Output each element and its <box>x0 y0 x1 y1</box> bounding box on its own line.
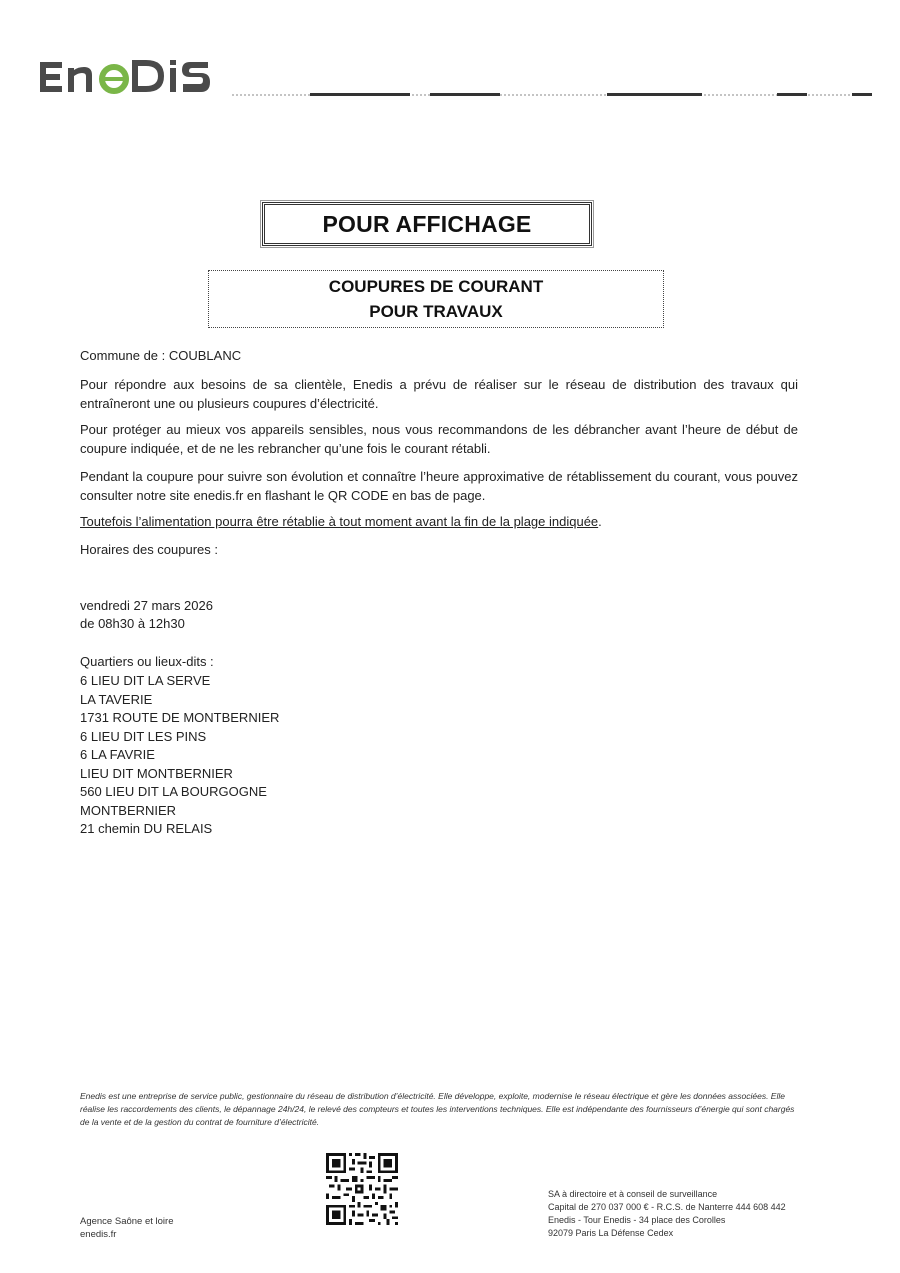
footer-description: Enedis est une entreprise de service public, gestionnaire du réseau de distribution d’électricité. Elle développe, exploite, modernise le réseau électrique et gère les données associées. Elle réalise les raccordements des clients, le dépannage 24h/24, le relevé des compteurs et toutes les interventions techniques. Elle est indépendante des fournisseurs d’énergie qui sont chargés de la vente et de la gestion du contrat de fourniture d’électricité. <box>80 1091 795 1127</box>
list-item: 6 LA FAVRIE <box>80 747 155 762</box>
paragraph-follow-outage: Pendant la coupure pour suivre son évolution et connaître l’heure approximative de rétablissement du courant, vous pouvez consulter notre site enedis.fr en flashant le QR CODE en bas de page. <box>80 469 798 503</box>
schedule-heading: Horaires des coupures : <box>80 542 219 557</box>
list-item: 6 LIEU DIT LES PINS <box>80 728 207 744</box>
footer-legal <box>548 1188 786 1240</box>
places-list <box>80 672 279 839</box>
qr-code-icon[interactable] <box>326 1153 398 1225</box>
list-item: 1731 ROUTE DE MONTBERNIER <box>80 710 280 725</box>
legal-line: 92079 Paris La Défense Cedex <box>548 1228 674 1238</box>
schedule-time: de 08h30 à 12h30 <box>80 616 185 631</box>
agency-name: Agence Saône et loire <box>80 1216 174 1227</box>
paragraph-intro: Pour répondre aux besoins de sa clientèle, Enedis a prévu de réaliser sur le réseau de distribution des travaux qui entraîneront une ou plusieurs coupures d’électricité. <box>80 377 798 411</box>
subtitle-line-1: COUPURES DE COURANT <box>328 277 544 296</box>
subtitle-box <box>208 270 664 328</box>
enedis-logo <box>38 52 228 100</box>
title-box <box>262 202 592 246</box>
list-item: 6 LIEU DIT LA SERVE <box>80 673 211 688</box>
website-link[interactable]: enedis.fr <box>80 1229 117 1240</box>
list-item: 560 LIEU DIT LA BOURGOGNE <box>80 784 267 799</box>
page-title: POUR AFFICHAGE <box>322 210 532 237</box>
notice-suffix: . <box>598 514 602 529</box>
legal-line: SA à directoire et à conseil de surveillance <box>548 1189 718 1199</box>
footer-agency <box>80 1215 173 1241</box>
header-decorative-rule <box>232 92 872 98</box>
commune-line: Commune de : COUBLANC <box>80 348 242 363</box>
list-item: LA TAVERIE <box>80 691 153 707</box>
places-heading: Quartiers ou lieux-dits : <box>80 654 214 669</box>
legal-line: Capital de 270 037 000 € - R.C.S. de Nanterre 444 608 442 <box>548 1202 786 1212</box>
subtitle-line-2: POUR TRAVAUX <box>369 302 503 321</box>
legal-line: Enedis - Tour Enedis - 34 place des Corolles <box>548 1215 726 1225</box>
schedule-date: vendredi 27 mars 2026 <box>80 598 213 613</box>
list-item: 21 chemin DU RELAIS <box>80 821 213 836</box>
notice-paragraph <box>80 512 798 531</box>
list-item: MONTBERNIER <box>80 802 177 818</box>
paragraph-protection: Pour protéger au mieux vos appareils sensibles, nous vous recommandons de les débrancher avant l’heure de début de coupure indiquée, et de ne les rebrancher qu’une fois le courant rétabli. <box>80 422 798 456</box>
notice-underlined-text: Toutefois l’alimentation pourra être rétablie à tout moment avant la fin de la plage indiquée <box>80 514 599 529</box>
list-item: LIEU DIT MONTBERNIER <box>80 765 233 781</box>
